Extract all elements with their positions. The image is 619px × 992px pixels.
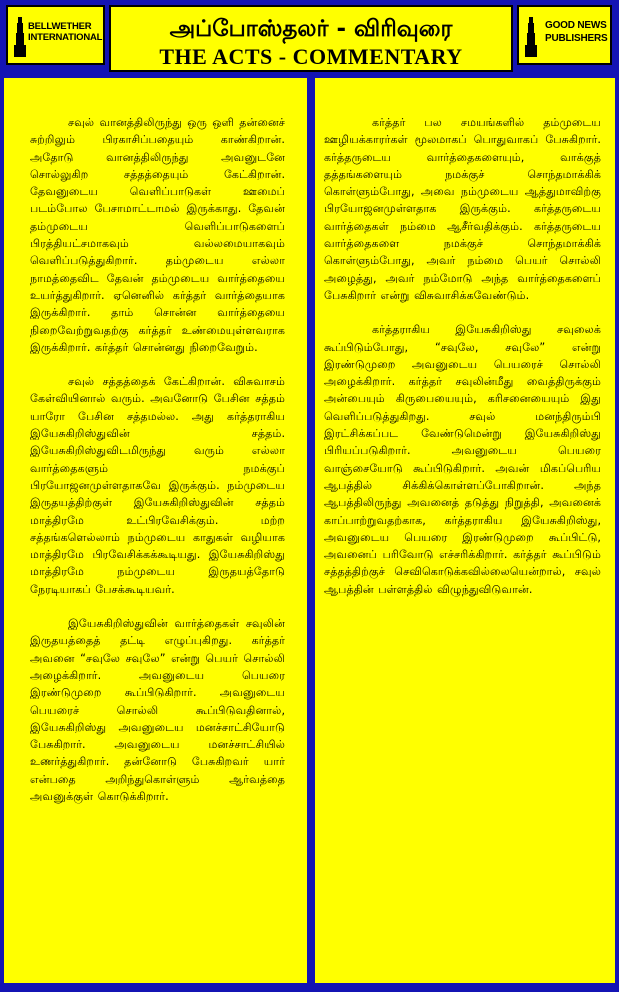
tower-icon bbox=[14, 17, 26, 57]
page-title-english: THE ACTS - COMMENTARY bbox=[159, 44, 463, 69]
paragraph: கர்த்தராகிய இயேசுகிறிஸ்து சவுலைக் கூப்பிடும்போது, “சவுலே, சவுலே” என்று இரண்டுமுறை அவனுடைய பெயரைச் சொல்லி அழைக்கிறார். கர்த்தர் சவுலின்மீது வைத்திருக்கும் அன்பையும் கிருபையையும், கரிசனையையும் இது வெளிப்படுத்துகிறது. சவுல் மனந்திரும்பி இரட்சிக்கப்பட வேண்டுமென்று இயேசுகிறிஸ்து பிரியப்படுகிறார். அவனுடைய பெயரை வாஞ்சையோடு கூப்பிடுகிறார். அவன் மிகப்பெரிய ஆபத்தில் சிக்கிக்கொள்ளப்போகிறான். அந்த ஆபத்திலிருந்து அவனைத் தடுத்து நிறுத்தி, அவனைக் காப்பாற்றுவதற்காக, கர்த்தராகிய இயேசுகிறிஸ்து, அவனுடைய பெயரை இரண்டுமுறை கூப்பிட்டு, அவனைப் பரிவோடு எச்சரிக்கிறார். கர்த்தர் கூப்பிடும் சத்தத்திற்குச் செவிகொடுக்கவில்லையென்றால், சவுல் ஆபத்தின் பள்ளத்தில் விழுந்துவிடுவான். bbox=[324, 323, 601, 596]
logo-line-2: INTERNATIONAL bbox=[28, 32, 103, 43]
header bbox=[2, 2, 617, 76]
logo-line-1: BELLWETHER bbox=[28, 21, 92, 32]
left-column bbox=[4, 78, 307, 983]
logo-text bbox=[28, 21, 103, 43]
title-box bbox=[109, 5, 513, 72]
right-column bbox=[315, 78, 615, 983]
good-news-logo[interactable] bbox=[517, 5, 612, 65]
bellwether-logo[interactable] bbox=[6, 5, 105, 65]
logo-text bbox=[545, 19, 611, 45]
paragraph: சவுல் வானத்திலிருந்து ஒரு ஒளி தன்னைச் சுற்றிலும் பிரகாசிப்பதையும் காண்கிறான். அதோடு வானத்திலிருந்து அவனுடனே சொல்லுகிற சத்தத்தையும் கேட்கிறான். தேவனுடைய வெளிப்பாடுகள் ஊமைப் படம்போல பேசாமாட்டாமல் இருக்காது. தேவன் தம்முடைய வெளிப்பாடுகளைப் பிரத்தியட்சமாகவும் வல்லமையாகவும் வெளிப்படுத்துகிறார். தம்முடைய எல்லா நாமத்தைவிட தேவன் தம்முடைய வார்த்தையை உயர்த்துகிறார். ஏனெனில் கர்த்தர் வார்த்தையாக இருக்கிறார். தாம் சொன்ன வார்த்தையை நிறைவேற்றுவதற்கு கர்த்தர் உண்மையுள்ளவராக இருக்கிறார். கர்த்தர் சொன்னது நிறைவேறும். bbox=[30, 116, 285, 354]
tower-icon bbox=[525, 17, 537, 57]
logo-line-2: PUBLISHERS bbox=[545, 33, 608, 44]
logo-line-1: GOOD NEWS bbox=[545, 20, 607, 31]
paragraph: கர்த்தர் பல சமயங்களில் தம்முடைய ஊழியக்காரர்கள் மூலமாகப் பொதுவாகப் பேசுகிறார். கர்த்தருடைய வார்த்தைகளையும், வாக்குத் தத்தங்களையும் நமக்குச் சொந்தமாக்கிக் கொள்ளும்போது, அவை நம்முடைய ஆத்துமாவிற்கு பிரயோஜனமுள்ளதாக இருக்கும். கர்த்தருடைய வார்த்தைகள் நம்மை ஆசீர்வதிக்கும். கர்த்தருடைய வார்த்தைகளை நமக்குச் சொந்தமாக்கிக் கொள்ளும்போது, அவர் நம்மை பெயர் சொல்லி அழைத்து, அவர் நம்மோடு அந்த வார்த்தைகளைப் பேசுகிறார் என்று விசுவாசிக்கவேண்டும். bbox=[324, 116, 601, 302]
paragraph: சவுல் சத்தத்தைக் கேட்கிறான். விசுவாசம் கேள்வியினால் வரும். அவனோடு பேசின சத்தம் யாரோ பேசின சத்தமல்ல. அது கர்த்தராகிய இயேசுகிறிஸ்துவின் சத்தம். இயேசுகிறிஸ்துவிடமிருந்து வரும் எல்லா வார்த்தைகளும் நமக்குப் பிரயோஜனமுள்ளதாகவே இருக்கும். நம்முடைய இருதயத்திற்குள் இயேசுகிறிஸ்துவின் சத்தம் மாத்திரமே உட்பிரவேசிக்கும். மற்ற சத்தங்களெல்லாம் நம்முடைய காதுகள் வழியாக மாத்திரமே பிரவேசிக்கக்கூடியது. இயேசுகிறிஸ்து மாத்திரமே நம்முடைய இருதயத்தோடு நேரடியாகப் பேசக்கூடியவர். bbox=[30, 375, 285, 596]
paragraph: இயேசுகிறிஸ்துவின் வார்த்தைகள் சவுலின் இருதயத்தைத் தட்டி எழுப்புகிறது. கர்த்தர் அவனை “சவுலே சவுலே” என்று பெயர் சொல்லி அழைக்கிறார். அவனுடைய பெயரை இரண்டுமுறை கூப்பிடுகிறார். அவனுடைய பெயரைச் சொல்லி கூப்பிடுவதினால், இயேசுகிறிஸ்து அவனுடைய மனச்சாட்சியோடு பேசுகிறார். அவனுடைய மனச்சாட்சியில் உணர்த்துகிறார். தன்னோடு பேசுகிறவர் யார் என்பதை அறிந்துகொள்ளும் ஆர்வத்தை அவனுக்குள் கொடுக்கிறார். bbox=[30, 617, 285, 803]
page-title-tamil: அப்போஸ்தலர் - விரிவுரை bbox=[169, 16, 453, 42]
